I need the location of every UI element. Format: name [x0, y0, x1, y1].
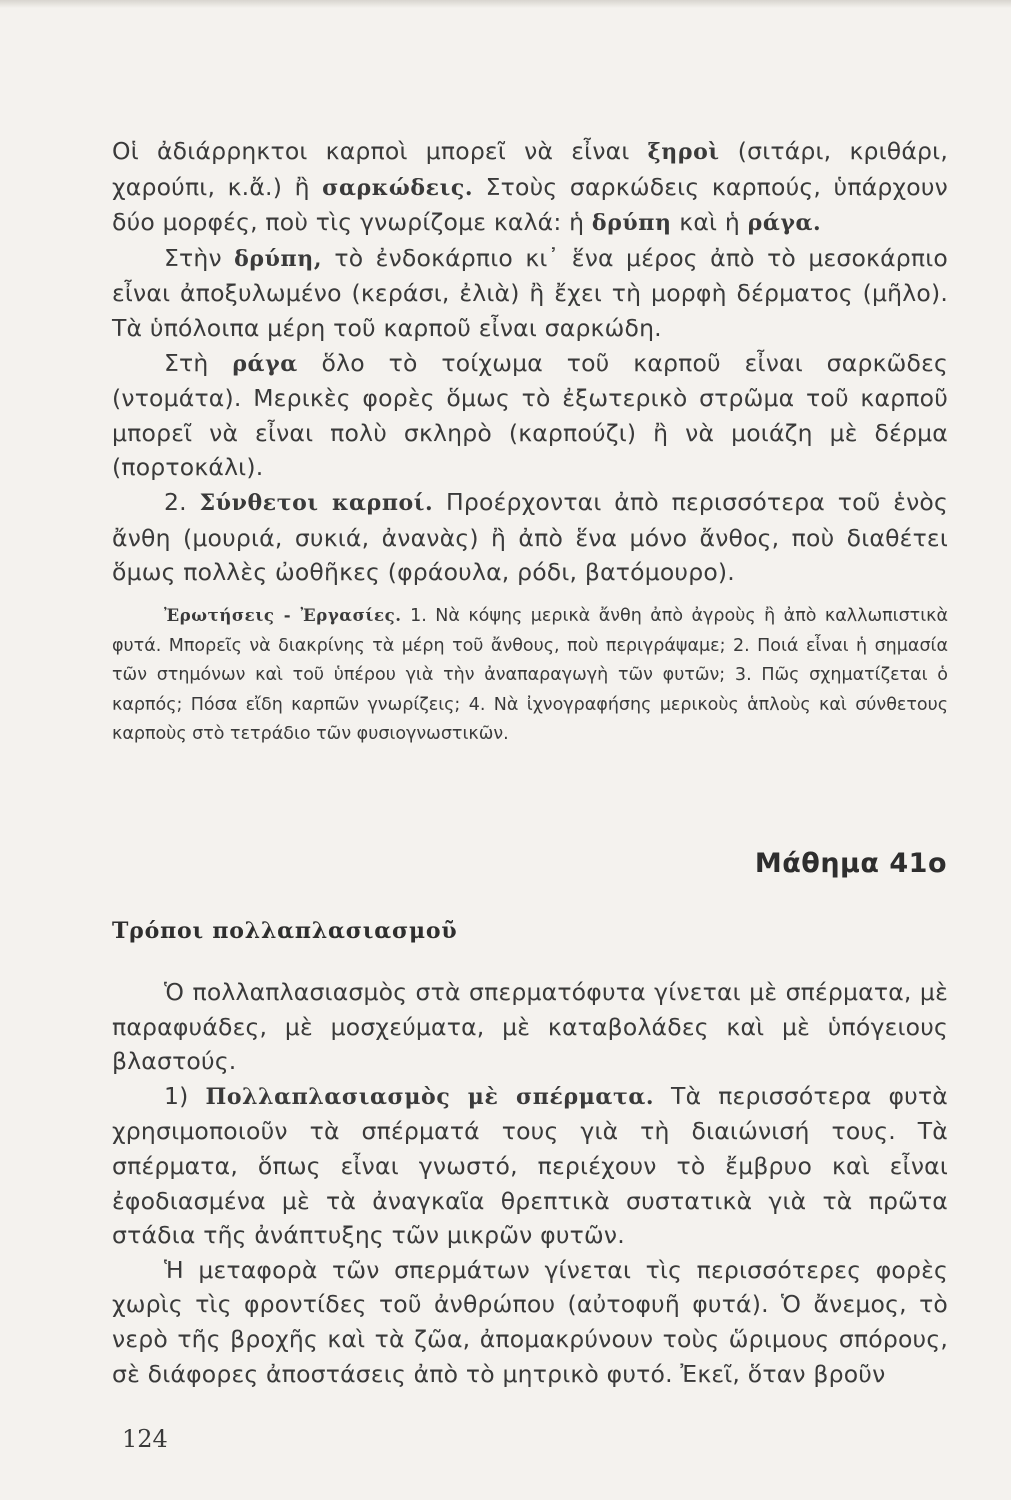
text-run: Οἱ ἀδιάρρηκτοι καρποὶ μπορεῖ νὰ εἶναι	[112, 137, 648, 165]
text-run: (σιτάρι, κριθάρι, χαρούπι, κ.ἄ.) ἢ	[112, 137, 948, 201]
questions-block	[112, 601, 948, 750]
paragraph-drupe	[112, 241, 948, 346]
section-heading: Τρόποι πολλαπλασιασμοῦ	[112, 918, 458, 944]
paragraph-seeds	[112, 1079, 948, 1253]
text-run: 2.	[164, 487, 200, 516]
text-run: καὶ ἡ	[671, 208, 748, 237]
text-run: Στὴ	[164, 348, 233, 377]
body-text-upper	[112, 134, 948, 590]
questions-text: 1. Νὰ κόψης μερικὰ ἄνθη ἀπὸ ἀγροὺς ἢ ἀπὸ καλλωπιστικὰ φυτά. Μπορεῖς νὰ διακρίνης τὰ μέρη τοῦ ἄνθους, ποὺ περιγράψαμε; 2. Ποιά εἶναι ἡ σημασία τῶν στημόνων καὶ τοῦ ὑπέρου γιὰ τὴν ἀναπαραγωγὴ τῶν φυτῶν; 3. Πῶς σχηματίζεται ὁ καρπός; Πόσα εἴδη καρπῶν γνωρίζεις; 4. Νὰ ἰχνογραφήσης μερικοὺς ἁπλοὺς καὶ σύνθετους καρποὺς στὸ τετράδιο τῶν φυσιογνωστικῶν.	[112, 606, 948, 744]
lesson-heading: Μάθημα 41ο	[754, 848, 947, 879]
page-number: 124	[122, 1425, 168, 1453]
text-run: τὸ ἐνδοκάρπιο κι᾽ ἕνα μέρος ἀπὸ τὸ μεσοκάρπιο εἶναι ἀποξυλωμένο (κεράσι, ἐλιὰ) ἢ ἔχει τὴ μορφὴ δέρματος (μῆλο). Τὰ ὑπόλοιπα μέρη τοῦ καρποῦ εἶναι σαρκώδη.	[112, 243, 948, 342]
body-text-lower	[112, 975, 948, 1391]
paragraph-seed-transport: Ἡ μεταφορὰ τῶν σπερμάτων γίνεται τὶς περισσότερες φορὲς χωρὶς τὶς φροντίδες τοῦ ἀνθρώπου (αὐτοφυῆ φυτά). Ὁ ἄνεμος, τὸ νερὸ τῆς βροχῆς καὶ τὰ ζῶα, ἀπομακρύνουν τοὺς ὥριμους σπόρους, σὲ διάφορες ἀποστάσεις ἀπὸ τὸ μητρικὸ φυτό. Ἐκεῖ, ὅταν βροῦν	[112, 1255, 948, 1388]
bold-term: ράγα.	[747, 210, 822, 237]
bold-term: δρύπη	[591, 210, 672, 237]
paragraph-propagation-intro: Ὁ πολλαπλασιασμὸς στὰ σπερματόφυτα γίνεται μὲ σπέρματα, μὲ παραφυάδες, μὲ μοσχεύματα, μὲ καταβολάδες καὶ μὲ ὑπόγειους βλαστούς.	[112, 978, 948, 1076]
paragraph-berry	[112, 346, 948, 485]
text-run: Στὴν	[164, 243, 235, 272]
bold-term: ράγα	[232, 350, 298, 377]
bold-term: σαρκώδεις.	[322, 174, 474, 201]
text-run: Στοὺς σαρκώδεις καρπούς, ὑπάρχουν δύο μορφές, ποὺ τὶς γνωρίζομε καλά: ἡ	[112, 172, 948, 237]
questions-label: Ἐρωτήσεις - Ἐργασίες.	[164, 606, 402, 625]
bold-term: δρύπη,	[234, 245, 323, 272]
bold-term: Πολλαπλασιασμὸς μὲ σπέρματα.	[205, 1083, 655, 1110]
text-run: Προέρχονται ἀπὸ περισσότερα τοῦ ἑνὸς ἄνθη (μουριά, συκιά, ἀνανὰς) ἢ ἀπὸ ἕνα μόνο ἄνθος, ποὺ διαθέτει ὅμως πολλὲς ὠοθῆκες (φράουλα, ρόδι, βατόμουρο).	[112, 487, 948, 587]
bold-term: Σύνθετοι καρποί.	[199, 489, 434, 516]
text-run: 1)	[164, 1081, 206, 1110]
page-top-edge	[0, 0, 1011, 8]
text-run: Τὰ περισσότερα φυτὰ χρησιμοποιοῦν τὰ σπέρματά τους γιὰ τὴ διαιώνισή τους. Τὰ σπέρματα, ὅπως εἶναι γνωστό, περιέχουν τὸ ἔμβρυο καὶ εἶναι ἐφοδιασμένα μὲ τὰ ἀναγκαῖα θρεπτικὰ συστατικὰ γιὰ τὰ πρῶτα στάδια τῆς ἀνάπτυξης τῶν μικρῶν φυτῶν.	[112, 1081, 948, 1250]
text-run: ὅλο τὸ τοίχωμα τοῦ καρποῦ εἶναι σαρκῶδες (ντομάτα). Μερικὲς φορὲς ὅμως τὸ ἐξωτερικὸ στρῶμα τοῦ καρποῦ μπορεῖ νὰ εἶναι πολὺ σκληρὸ (καρπούζι) ἢ νὰ μοιάζη μὲ δέρμα (πορτοκάλι).	[112, 348, 948, 482]
bold-term: ξηροὶ	[647, 139, 720, 165]
paragraph-fruit-types	[112, 134, 948, 241]
paragraph-compound-fruits	[112, 485, 948, 590]
